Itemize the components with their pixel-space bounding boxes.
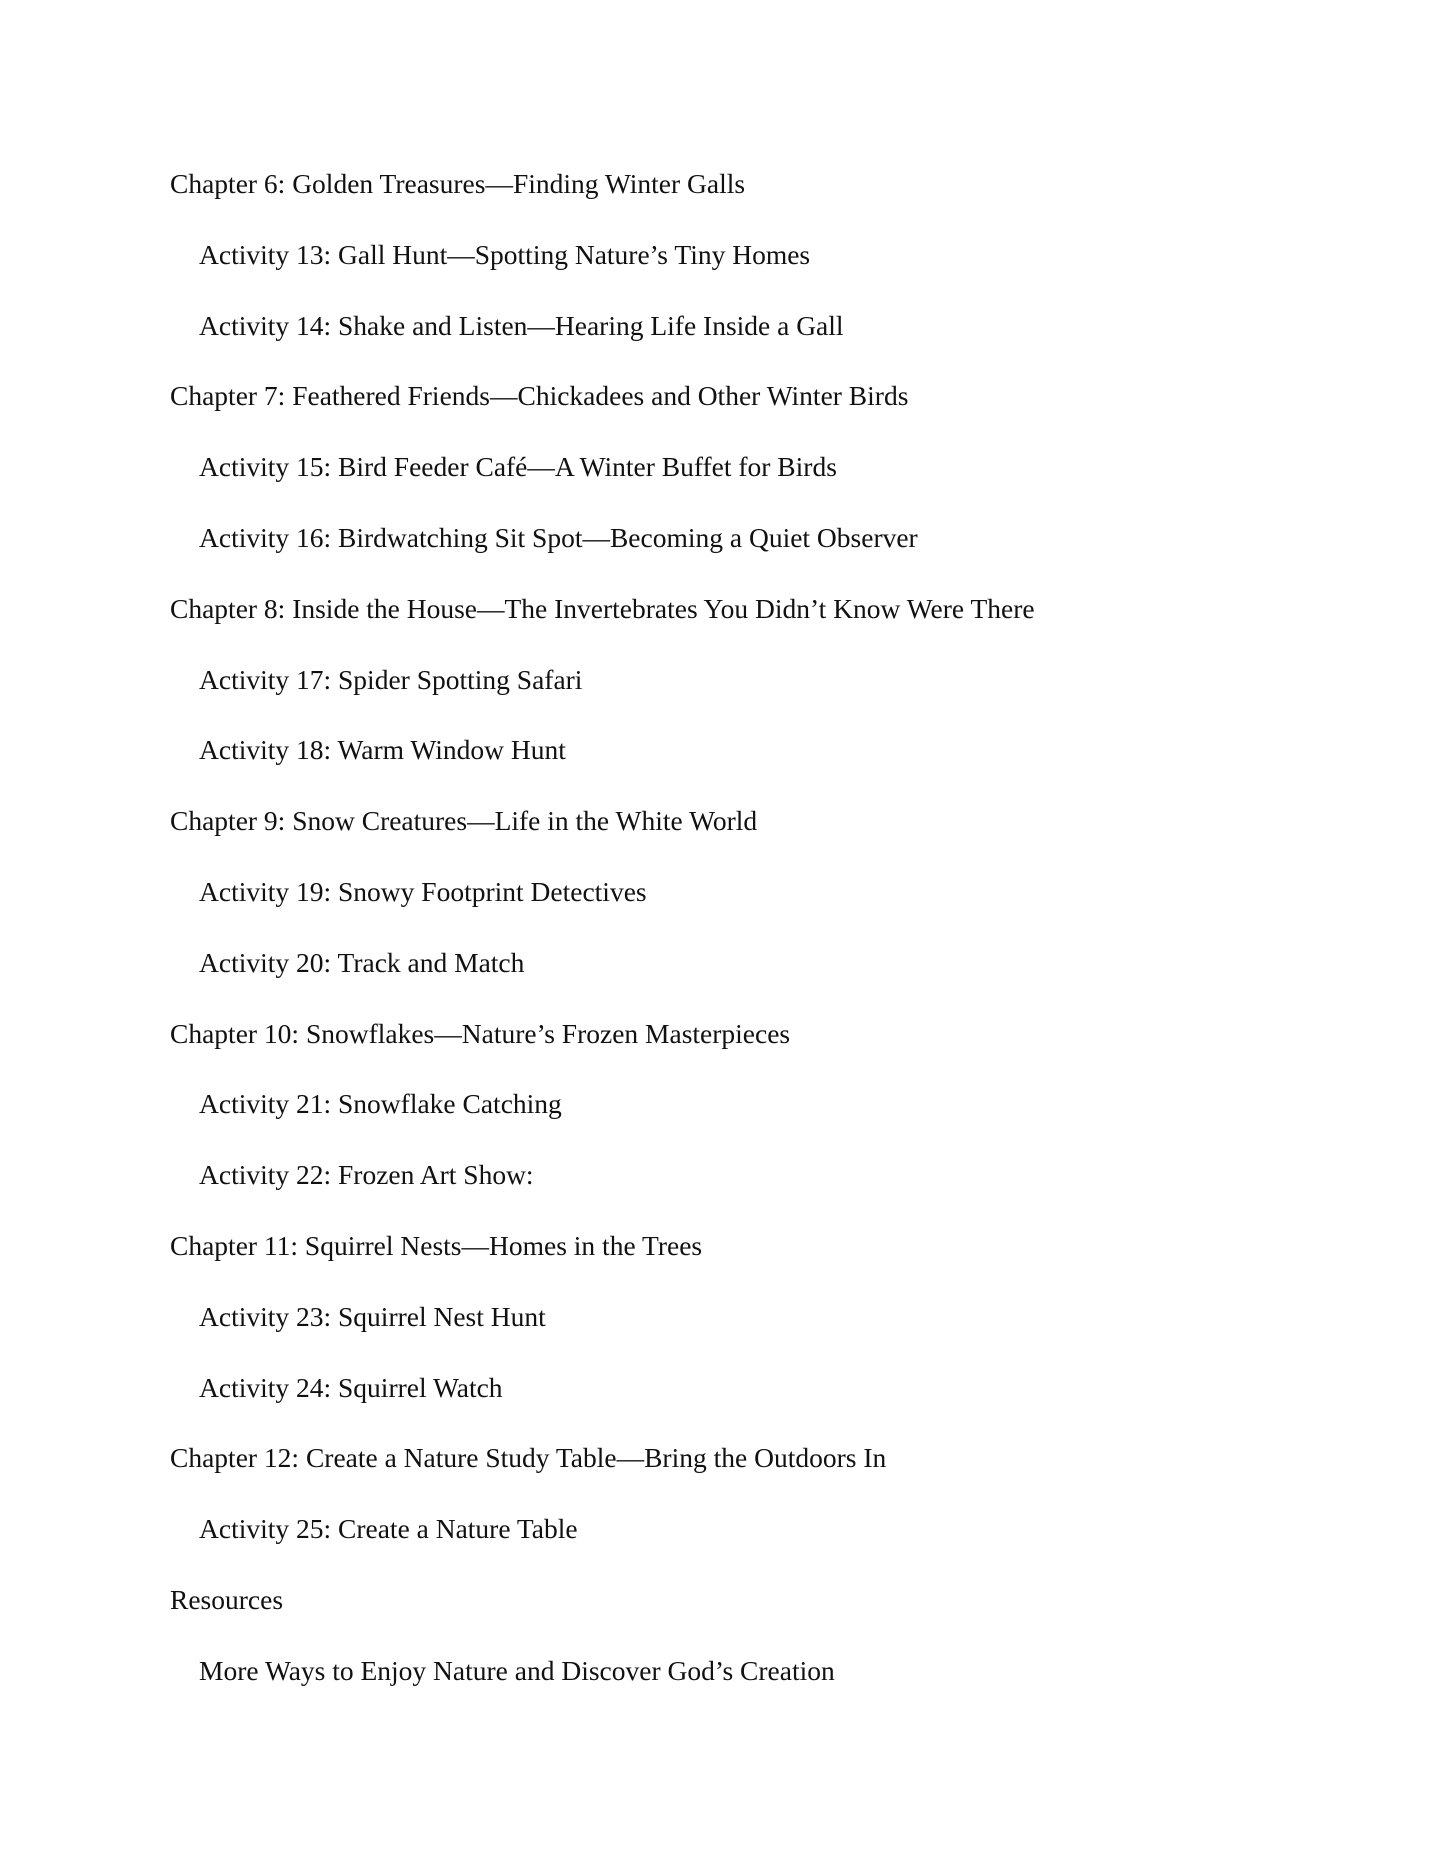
toc-activity-20: Activity 20: Track and Match [199, 946, 525, 978]
toc-resources: Resources [170, 1583, 284, 1615]
toc-activity-22: Activity 22: Frozen Art Show: [199, 1159, 534, 1191]
toc-activity-23: Activity 23: Squirrel Nest Hunt [199, 1300, 546, 1332]
toc-activity-21: Activity 21: Snowflake Catching [199, 1088, 562, 1120]
toc-activity-24: Activity 24: Squirrel Watch [199, 1371, 503, 1403]
toc-activity-13: Activity 13: Gall Hunt—Spotting Nature’s Tiny Homes [199, 238, 811, 270]
toc-activity-25: Activity 25: Create a Nature Table [199, 1513, 578, 1545]
toc-activity-14: Activity 14: Shake and Listen—Hearing Life Inside a Gall [199, 309, 844, 341]
toc-activity-19: Activity 19: Snowy Footprint Detectives [199, 875, 647, 907]
toc-chapter-6: Chapter 6: Golden Treasures—Finding Winter Galls [170, 168, 746, 199]
toc-chapter-11: Chapter 11: Squirrel Nests—Homes in the Trees [170, 1229, 703, 1261]
toc-chapter-8: Chapter 8: Inside the House—The Invertebrates You Didn’t Know Were There [170, 592, 1035, 624]
toc-chapter-7: Chapter 7: Feathered Friends—Chickadees and Other Winter Birds [170, 380, 909, 412]
toc-chapter-9: Chapter 9: Snow Creatures—Life in the White World [170, 805, 758, 837]
toc-chapter-10: Chapter 10: Snowflakes—Nature’s Frozen Masterpieces [170, 1017, 791, 1049]
toc-chapter-12: Chapter 12: Create a Nature Study Table—Bring the Outdoors In [170, 1442, 887, 1474]
toc-resources-more-ways: More Ways to Enjoy Nature and Discover God’s Creation [199, 1654, 835, 1686]
toc-activity-17: Activity 17: Spider Spotting Safari [199, 663, 583, 695]
toc-activity-18: Activity 18: Warm Window Hunt [199, 734, 566, 766]
toc-activity-15: Activity 15: Bird Feeder Café—A Winter Buffet for Birds [199, 451, 837, 483]
table-of-contents [170, 160, 1320, 1718]
toc-activity-16: Activity 16: Birdwatching Sit Spot—Becoming a Quiet Observer [199, 521, 918, 553]
